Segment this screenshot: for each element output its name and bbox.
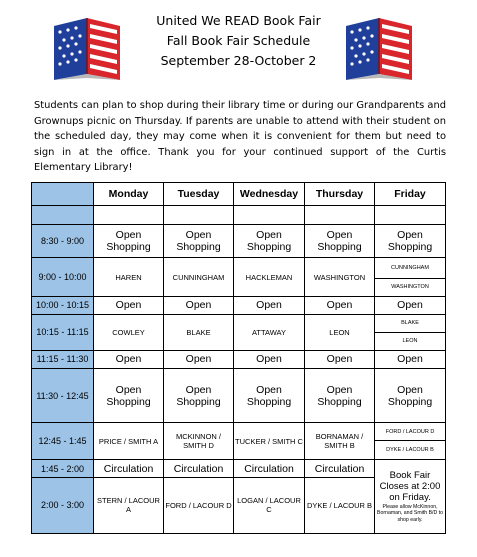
corner-cell [32,183,94,206]
blank-row [32,206,446,225]
schedule-cell [375,206,446,225]
time-cell: 11:15 - 11:30 [32,350,94,368]
day-header: Thursday [305,183,375,206]
class-cell: BLAKE [375,314,446,332]
intro-paragraph: Students can plan to shop during their library time or during our Grandparents and Grownups picnic on Thursday. If parents are unable to attend with their student on the scheduled day, they may come when it is convenient for them but need to sign in at the office. Thank you for your continued support of the Curtis Elementary Library! [34,100,446,173]
header-dates: September 28-October 2 [160,53,317,68]
schedule-cell [164,206,234,225]
page-header [120,11,357,71]
schedule-row [32,368,446,422]
schedule-row [32,314,446,332]
schedule-cell: Open Shopping [375,225,446,258]
day-header: Friday [375,183,446,206]
schedule-cell: Open [94,296,164,314]
class-cell: TUCKER / SMITH C [234,423,305,460]
schedule-cell: Circulation [305,460,375,477]
header-row [32,183,446,206]
schedule-cell: Open [234,350,305,368]
class-cell: BLAKE [164,314,234,350]
schedule-cell: Open Shopping [164,225,234,258]
header-title: United We READ Book Fair [156,13,321,28]
time-cell: 12:45 - 1:45 [32,423,94,460]
schedule-cell: Open [375,350,446,368]
schedule-cell: Open Shopping [234,368,305,422]
schedule-row [32,350,446,368]
schedule-row [32,225,446,258]
schedule-cell: Circulation [234,460,305,477]
schedule-row [32,423,446,441]
schedule-cell: Open Shopping [305,368,375,422]
time-cell: 1:45 - 2:00 [32,460,94,477]
schedule-cell: Open Shopping [375,368,446,422]
time-cell: 11:30 - 12:45 [32,368,94,422]
class-cell: BORNAMAN / SMITH B [305,423,375,460]
day-header: Monday [94,183,164,206]
schedule-cell: Open [94,350,164,368]
class-cell: FORD / LACOUR D [164,477,234,533]
schedule-cell: Circulation [94,460,164,477]
class-cell: STERN / LACOUR A [94,477,164,533]
class-cell: ATTAWAY [234,314,305,350]
class-cell: DYKE / LACOUR B [375,441,446,460]
time-cell: 8:30 - 9:00 [32,225,94,258]
class-cell: PRICE / SMITH A [94,423,164,460]
schedule-row [32,460,446,477]
time-cell: 10:15 - 11:15 [32,314,94,350]
time-cell: 10:00 - 10:15 [32,296,94,314]
class-cell: HAREN [94,258,164,296]
schedule-table [31,182,446,534]
class-cell: LEON [375,332,446,350]
day-header: Wednesday [234,183,305,206]
schedule-cell: Open [234,296,305,314]
schedule-cell: Open [375,296,446,314]
class-cell: LEON [305,314,375,350]
class-cell: MCKINNON / SMITH D [164,423,234,460]
class-cell: CUNNINGHAM [164,258,234,296]
schedule-cell: Open Shopping [234,225,305,258]
time-cell [32,206,94,225]
class-cell: FORD / LACOUR D [375,423,446,441]
book-fair-closes-cell [375,460,446,534]
schedule-cell [305,206,375,225]
header-subtitle: Fall Book Fair Schedule [166,33,311,48]
schedule-cell [234,206,305,225]
schedule-cell: Open [164,296,234,314]
schedule-row [32,296,446,314]
shop-early-note: Please allow McKinnon, Bornaman, and Smith B/D to shop early. [376,503,444,523]
schedule-cell: Open Shopping [94,225,164,258]
schedule-cell: Open [305,350,375,368]
time-cell: 2:00 - 3:00 [32,477,94,533]
class-cell: DYKE / LACOUR B [305,477,375,533]
schedule-cell: Open Shopping [164,368,234,422]
class-cell: LOGAN / LACOUR C [234,477,305,533]
time-cell: 9:00 - 10:00 [32,258,94,296]
class-cell: WASHINGTON [305,258,375,296]
schedule-cell [94,206,164,225]
schedule-row [32,258,446,278]
class-cell: WASHINGTON [375,278,446,296]
class-cell: COWLEY [94,314,164,350]
american-flag-book-icon [50,14,124,82]
schedule-cell: Open Shopping [305,225,375,258]
class-cell: HACKLEMAN [234,258,305,296]
schedule-cell: Open Shopping [94,368,164,422]
book-fair-closes-text: Book Fair Closes at 2:00 on Friday. [379,469,441,503]
day-header: Tuesday [164,183,234,206]
schedule-cell: Open [164,350,234,368]
schedule-cell: Open [305,296,375,314]
schedule-cell: Circulation [164,460,234,477]
class-cell: CUNNINGHAM [375,258,446,278]
